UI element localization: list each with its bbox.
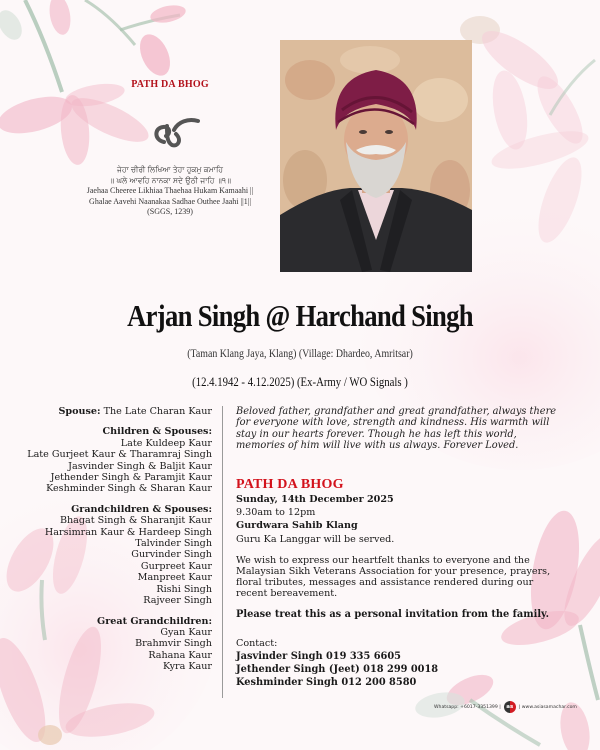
gurmukhi-verse (60, 164, 280, 186)
children-section (10, 426, 212, 494)
family-member: Gurvinder Singh (131, 549, 212, 561)
family-member: Harsimran Kaur & Hardeep Singh (44, 526, 212, 538)
roman-line: Ghalae Aavehi Naanakaa Sadhae Outhee Jaahi ||1|| (89, 196, 251, 206)
column-divider (222, 406, 223, 698)
family-list (10, 406, 212, 682)
family-member: Rishi Singh (156, 583, 212, 595)
deceased-location: (Taman Klang Jaya, Klang) (Village: Dhardeo, Amritsar) (187, 348, 413, 360)
family-member: Gyan Kaur (160, 626, 212, 638)
details-column (236, 406, 566, 690)
spouse-line (10, 406, 212, 417)
gurmukhi-line: ਜੇਹਾ ਚੀਰੀ ਲਿਖਿਆ ਤੇਹਾ ਹੁਕਮੁ ਕਮਾਹਿ (116, 165, 224, 174)
romanized-verse (60, 186, 280, 218)
great-grandchildren-section (10, 616, 212, 673)
event-title: PATH DA BHOG (236, 476, 344, 492)
section-heading: Great Grandchildren: (97, 615, 212, 627)
family-member: Talvinder Singh (135, 538, 212, 550)
family-member: Jethender Singh & Paramjit Kaur (50, 472, 212, 484)
deceased-dates: (12.4.1942 - 4.12.2025) (Ex-Army / WO Signals ) (192, 375, 408, 389)
spouse-label: Spouse: (58, 406, 101, 417)
event-note: Guru Ka Langgar will be served. (236, 533, 395, 545)
family-member: Manpreet Kaur (137, 572, 212, 584)
scripture-reference: (SGGS, 1239) (147, 207, 193, 216)
whatsapp-number: Whatsapp: +6017-3351399 | (434, 704, 501, 710)
contact-person: Jasvinder Singh 019 335 6605 (236, 650, 401, 662)
thanks-text: We wish to express our heartfelt thanks to everyone and the Malaysian Sikh Veterans Association for your presence, prayers, floral tributes, messages and assistance rendered during our recent bereavement. (236, 554, 551, 600)
event-time: 9.30am to 12pm (236, 506, 316, 518)
family-member: Late Gurjeet Kaur & Tharamraj Singh (27, 449, 212, 461)
contact-person: Jethender Singh (Jeet) 018 299 0018 (236, 663, 439, 675)
publisher-logo-icon: as (504, 701, 516, 713)
event-date: Sunday, 14th December 2025 (236, 493, 394, 505)
family-member: Jasvinder Singh & Baljit Kaur (68, 460, 212, 472)
section-heading: Grandchildren & Spouses: (71, 503, 212, 515)
publisher-footer (434, 701, 577, 713)
family-member: Bhagat Singh & Sharanjit Kaur (59, 515, 212, 527)
family-member: Rahana Kaur (148, 649, 212, 661)
family-member: Kyra Kaur (163, 661, 212, 673)
family-member: Brahmvir Singh (135, 638, 212, 650)
portrait-photo (280, 40, 472, 272)
top-heading: PATH DA BHOG (131, 79, 209, 90)
family-member: Rajveer Singh (143, 595, 212, 607)
family-member: Keshminder Singh & Sharan Kaur (46, 483, 212, 495)
event-venue: Gurdwara Sahib Klang (236, 520, 358, 532)
family-member: Late Kuldeep Kaur (120, 437, 212, 449)
spouse-name: The Late Charan Kaur (103, 406, 212, 417)
deceased-name: Arjan Singh @ Harchand Singh (127, 298, 473, 333)
contact-person: Keshminder Singh 012 200 8580 (236, 677, 417, 689)
grandchildren-section (10, 504, 212, 607)
section-heading: Children & Spouses: (102, 426, 212, 438)
invitation-text: Please treat this as a personal invitation from the family. (236, 608, 550, 620)
ik-onkar-icon (150, 112, 200, 152)
publisher-website[interactable]: | www.asiasamachar.com (518, 704, 577, 710)
tribute-text: Beloved father, grandfather and great grandfather, always there for everyone with love, strength and kindness. His warmth will stay in our hearts forever. Though he has left this world, memories of him will live with us always. Forever Loved. (236, 406, 557, 452)
roman-line: Jaehaa Cheeree Likhiaa Thaehaa Hukam Kamaahi || (86, 186, 254, 195)
family-member: Gurpreet Kaur (140, 560, 212, 572)
contact-label: Contact: (236, 637, 278, 649)
gurmukhi-line: ॥ ਘਲੇ ਆਵਹਿ ਨਾਨਕਾ ਸਦੇ ਉਠੀ ਜਾਹਿ ॥੧॥ (109, 176, 231, 185)
